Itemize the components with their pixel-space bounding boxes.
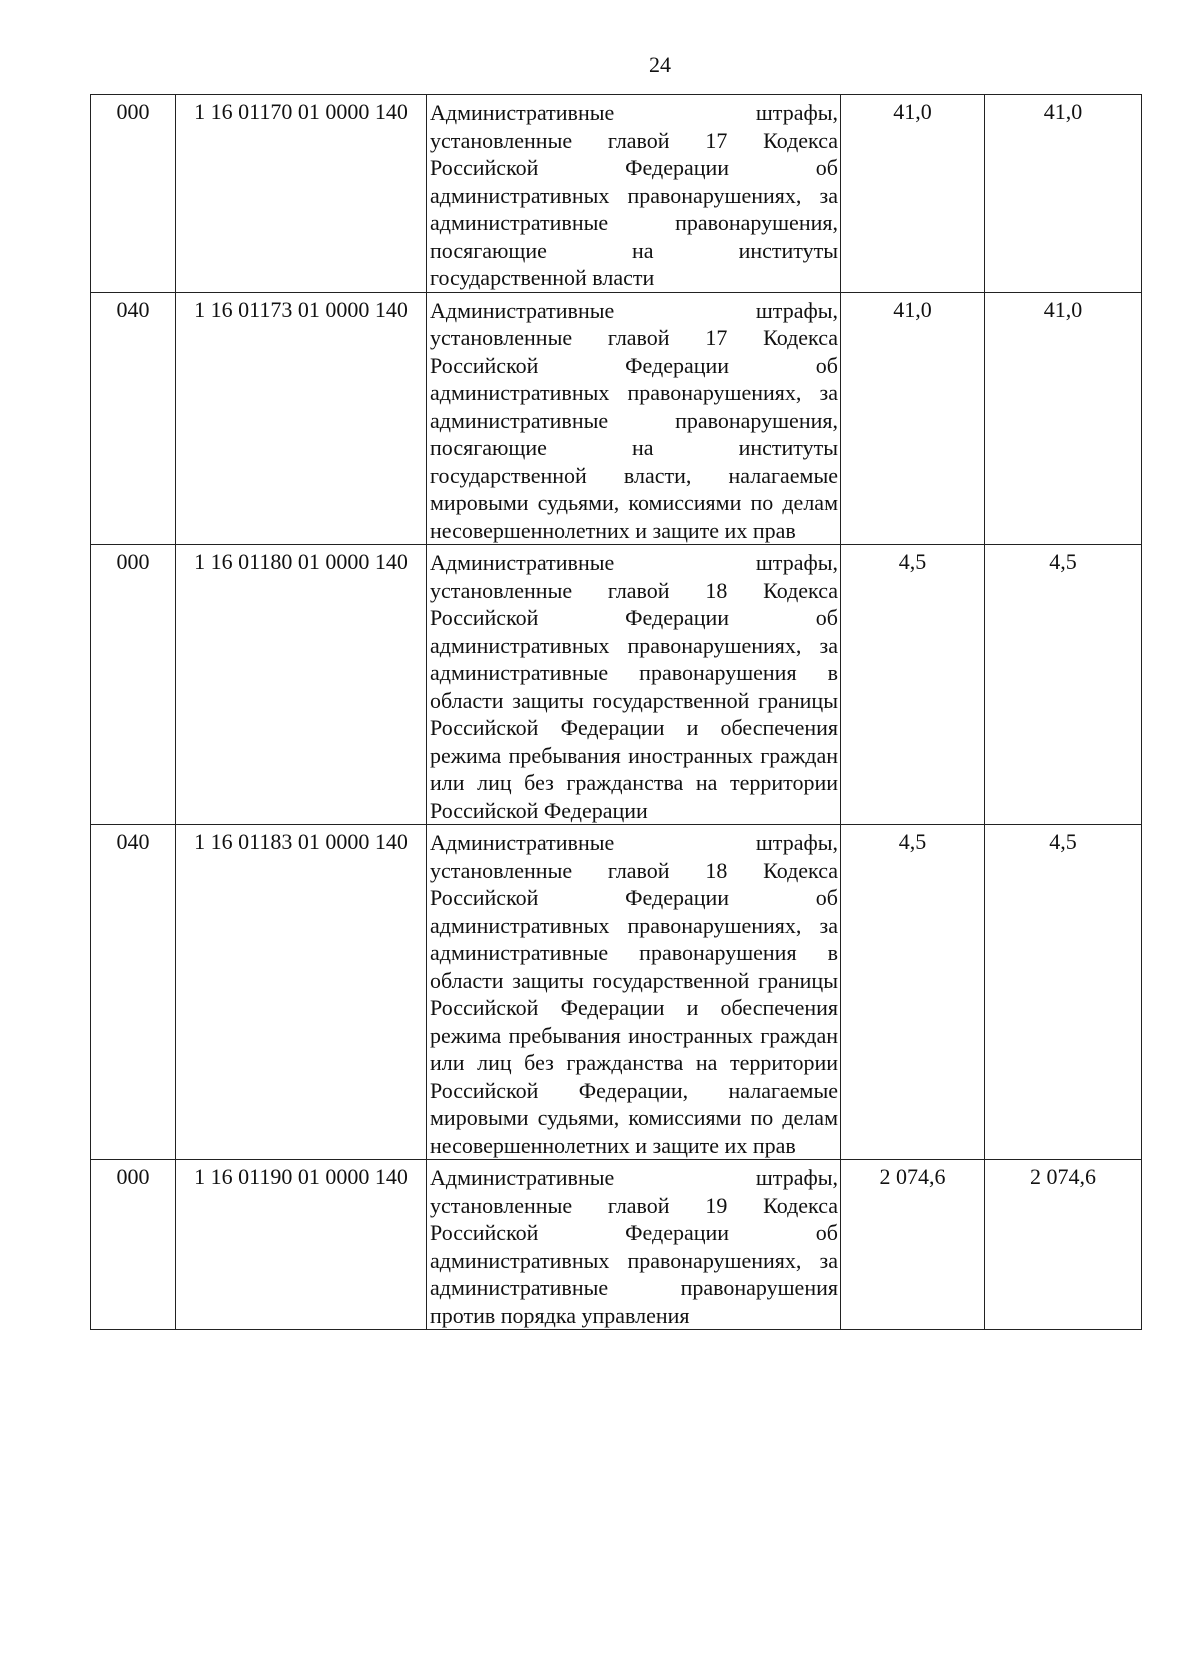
description-text: Административные штрафы, установленные главой 18 Кодекса Российской Федерации об административных правонарушениях, за административные правонарушения в области защиты государственной границы Российской Федерации и обеспечения режима пребывания иностранных граждан или лиц без гражданства на территории Российской Федерации, налагаемые мировыми судьями, комиссиями по делам несовершеннолетних и защите их прав	[430, 830, 838, 1158]
amount-cell-1: 41,0	[841, 292, 985, 545]
page-number: 24	[649, 52, 671, 77]
amount-cell-1: 41,0	[841, 95, 985, 293]
amount-cell-2: 2 074,6	[985, 1160, 1142, 1330]
kbk-code-cell: 1 16 01170 01 0000 140	[176, 95, 427, 293]
kbk-code-cell: 1 16 01173 01 0000 140	[176, 292, 427, 545]
revenue-table	[90, 94, 1142, 1330]
admin-code-cell: 000	[91, 545, 176, 825]
table-row	[91, 545, 1142, 825]
admin-code-cell: 040	[91, 825, 176, 1160]
amount-cell-2: 41,0	[985, 292, 1142, 545]
amount-cell-1: 4,5	[841, 825, 985, 1160]
admin-code-cell: 000	[91, 1160, 176, 1330]
kbk-code-cell: 1 16 01180 01 0000 140	[176, 545, 427, 825]
description-text: Административные штрафы, установленные главой 17 Кодекса Российской Федерации об административных правонарушениях, за административные правонарушения, посягающие на институты государственной власти, налагаемые мировыми судьями, комиссиями по делам несовершеннолетних и защите их прав	[430, 297, 838, 543]
description-cell	[427, 825, 841, 1160]
admin-code-cell: 040	[91, 292, 176, 545]
amount-cell-2: 4,5	[985, 825, 1142, 1160]
description-cell	[427, 95, 841, 293]
amount-cell-1: 2 074,6	[841, 1160, 985, 1330]
description-cell	[427, 1160, 841, 1330]
admin-code-cell: 000	[91, 95, 176, 293]
description-cell	[427, 545, 841, 825]
table-row	[91, 825, 1142, 1160]
table-row	[91, 95, 1142, 293]
description-cell	[427, 292, 841, 545]
kbk-code-cell: 1 16 01190 01 0000 140	[176, 1160, 427, 1330]
description-text: Административные штрафы, установленные главой 18 Кодекса Российской Федерации об административных правонарушениях, за административные правонарушения в области защиты государственной границы Российской Федерации и обеспечения режима пребывания иностранных граждан или лиц без гражданства на территории Российской Федерации	[430, 550, 838, 823]
amount-cell-2: 4,5	[985, 545, 1142, 825]
table-row	[91, 1160, 1142, 1330]
description-text: Административные штрафы, установленные главой 17 Кодекса Российской Федерации об административных правонарушениях, за административные правонарушения, посягающие на институты государственной власти	[430, 100, 838, 290]
table-row	[91, 292, 1142, 545]
amount-cell-2: 41,0	[985, 95, 1142, 293]
kbk-code-cell: 1 16 01183 01 0000 140	[176, 825, 427, 1160]
description-text: Административные штрафы, установленные главой 19 Кодекса Российской Федерации об административных правонарушениях, за административные правонарушения против порядка управления	[430, 1165, 838, 1328]
amount-cell-1: 4,5	[841, 545, 985, 825]
